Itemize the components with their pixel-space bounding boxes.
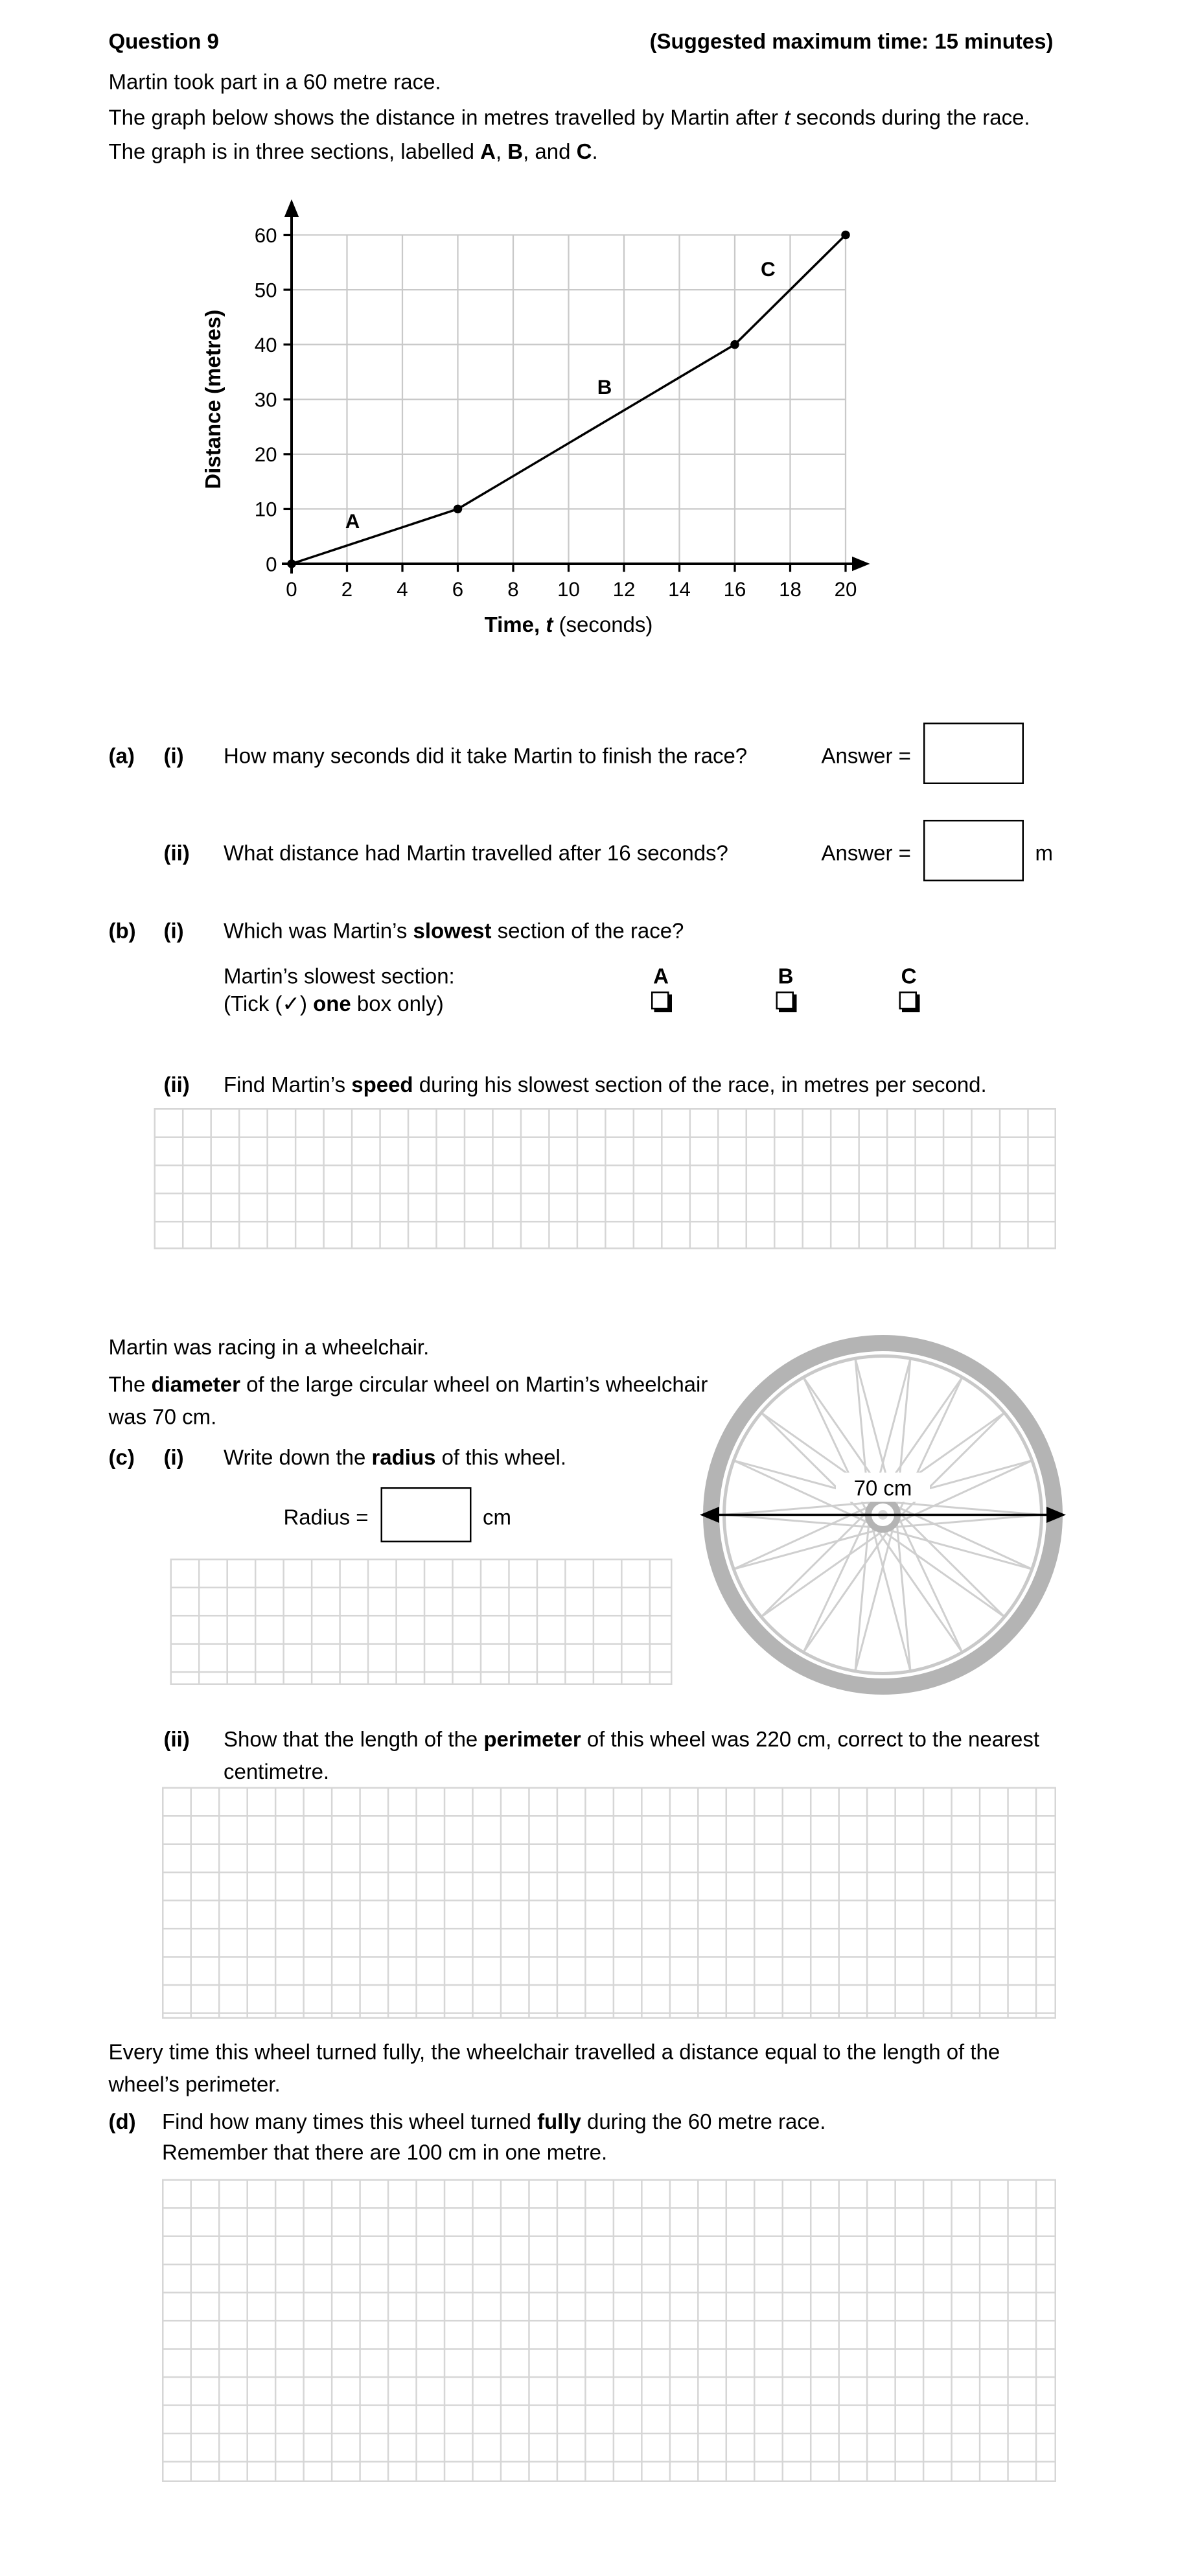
part-label-a-i: (i) bbox=[163, 743, 184, 768]
svg-text:Distance (metres): Distance (metres) bbox=[201, 309, 225, 489]
answer-box-a-ii[interactable] bbox=[923, 820, 1024, 881]
question-b-ii-text: Find Martin’s speed during his slowest section of the race, in metres per second. bbox=[224, 1073, 987, 1097]
wheelchair-paragraph-2: The diameter of the large circular wheel on Martin’s wheelchair was 70 cm. bbox=[108, 1372, 708, 1429]
wheel-diagram bbox=[693, 1325, 1072, 1704]
svg-text:2: 2 bbox=[341, 578, 353, 601]
wheelchair-paragraph-1: Martin was racing in a wheelchair. bbox=[108, 1335, 430, 1360]
svg-text:B: B bbox=[597, 375, 612, 399]
svg-text:10: 10 bbox=[557, 578, 580, 601]
svg-text:8: 8 bbox=[507, 578, 519, 601]
option-header-b: B bbox=[778, 964, 794, 988]
svg-text:20: 20 bbox=[254, 443, 277, 467]
part-label-b-ii: (ii) bbox=[163, 1073, 190, 1097]
svg-text:60: 60 bbox=[254, 224, 277, 247]
svg-text:16: 16 bbox=[723, 578, 746, 601]
svg-text:C: C bbox=[761, 257, 776, 281]
answer-box-a-i[interactable] bbox=[923, 723, 1024, 784]
option-header-a: A bbox=[653, 964, 669, 988]
question-b-ii bbox=[0, 1069, 1178, 1108]
question-number: Question 9 bbox=[108, 29, 219, 54]
answer-label-a-i: Answer = bbox=[821, 743, 911, 768]
question-d bbox=[0, 2106, 1178, 2174]
distance-time-graph-svg bbox=[198, 191, 894, 653]
question-d-text-2: Remember that there are 100 cm in one metre. bbox=[162, 2140, 608, 2164]
intro-paragraph-2: The graph below shows the distance in metres travelled by Martin after t seconds during the race. bbox=[108, 105, 1030, 130]
svg-text:6: 6 bbox=[452, 578, 464, 601]
work-grid-c-ii[interactable] bbox=[162, 1787, 1056, 2019]
part-label-d: (d) bbox=[108, 2109, 136, 2134]
svg-text:4: 4 bbox=[397, 578, 408, 601]
svg-text:30: 30 bbox=[254, 388, 277, 412]
svg-text:70 cm: 70 cm bbox=[853, 1476, 912, 1500]
part-label-b: (b) bbox=[108, 918, 136, 943]
option-header-c: C bbox=[901, 964, 917, 988]
work-grid-d[interactable] bbox=[162, 2179, 1056, 2483]
question-a-i-text: How many seconds did it take Martin to finish the race? bbox=[224, 743, 748, 768]
svg-text:0: 0 bbox=[286, 578, 297, 601]
work-grid-b-ii[interactable] bbox=[154, 1108, 1057, 1249]
svg-text:0: 0 bbox=[266, 553, 277, 576]
answer-box-radius[interactable] bbox=[381, 1487, 472, 1542]
svg-text:A: A bbox=[345, 510, 360, 533]
radius-answer-row bbox=[0, 1487, 697, 1546]
time-note: (Suggested maximum time: 15 minutes) bbox=[649, 29, 1054, 54]
question-c-i bbox=[0, 1442, 697, 1481]
part-label-c-ii: (ii) bbox=[163, 1727, 190, 1752]
radius-label: Radius = bbox=[283, 1505, 369, 1529]
tick-instruction: (Tick (✓) one box only) bbox=[224, 992, 444, 1016]
question-c-ii bbox=[0, 1724, 1178, 1792]
wheel-diagram-svg bbox=[693, 1325, 1072, 1704]
slowest-section-label: Martin’s slowest section: bbox=[224, 964, 455, 988]
question-a-i bbox=[0, 723, 1178, 787]
svg-text:10: 10 bbox=[254, 498, 277, 521]
option-checkbox-c[interactable] bbox=[899, 992, 918, 1010]
svg-text:Time, t (seconds): Time, t (seconds) bbox=[484, 612, 653, 637]
question-c-ii-text: Show that the length of the perimeter of this wheel was 220 cm, correct to the nearest centimetre. bbox=[224, 1727, 1040, 1783]
question-c-i-text: Write down the radius of this wheel. bbox=[224, 1445, 567, 1470]
svg-text:40: 40 bbox=[254, 333, 277, 356]
option-checkbox-a[interactable] bbox=[651, 992, 669, 1010]
answer-label-a-ii: Answer = bbox=[821, 841, 911, 865]
part-label-a-ii: (ii) bbox=[163, 841, 190, 865]
distance-time-graph bbox=[198, 191, 894, 653]
svg-text:14: 14 bbox=[668, 578, 691, 601]
part-label-c: (c) bbox=[108, 1445, 135, 1470]
question-a-ii bbox=[0, 820, 1178, 885]
svg-text:20: 20 bbox=[834, 578, 857, 601]
intro-paragraph-1: Martin took part in a 60 metre race. bbox=[108, 69, 441, 94]
part-label-b-i: (i) bbox=[163, 918, 184, 943]
svg-text:18: 18 bbox=[779, 578, 802, 601]
question-a-ii-text: What distance had Martin travelled after 16 seconds? bbox=[224, 841, 728, 865]
question-d-text: Find how many times this wheel turned fully during the 60 metre race. bbox=[162, 2109, 826, 2134]
perimeter-paragraph: Every time this wheel turned fully, the wheelchair travelled a distance equal to the length of the wheel’s perimeter. bbox=[108, 2039, 1000, 2096]
question-b-i-text: Which was Martin’s slowest section of the race? bbox=[224, 918, 684, 943]
svg-text:12: 12 bbox=[612, 578, 636, 601]
radius-unit: cm bbox=[483, 1505, 511, 1529]
svg-text:50: 50 bbox=[254, 279, 277, 302]
option-checkbox-b[interactable] bbox=[776, 992, 794, 1010]
intro-paragraph-3: The graph is in three sections, labelled A, B, and C. bbox=[108, 139, 598, 164]
work-grid-c-i[interactable] bbox=[170, 1559, 673, 1685]
part-label-c-i: (i) bbox=[163, 1445, 184, 1470]
answer-unit-a-ii: m bbox=[1035, 841, 1053, 865]
question-b-i bbox=[0, 916, 1178, 1070]
part-label-a: (a) bbox=[108, 743, 135, 768]
